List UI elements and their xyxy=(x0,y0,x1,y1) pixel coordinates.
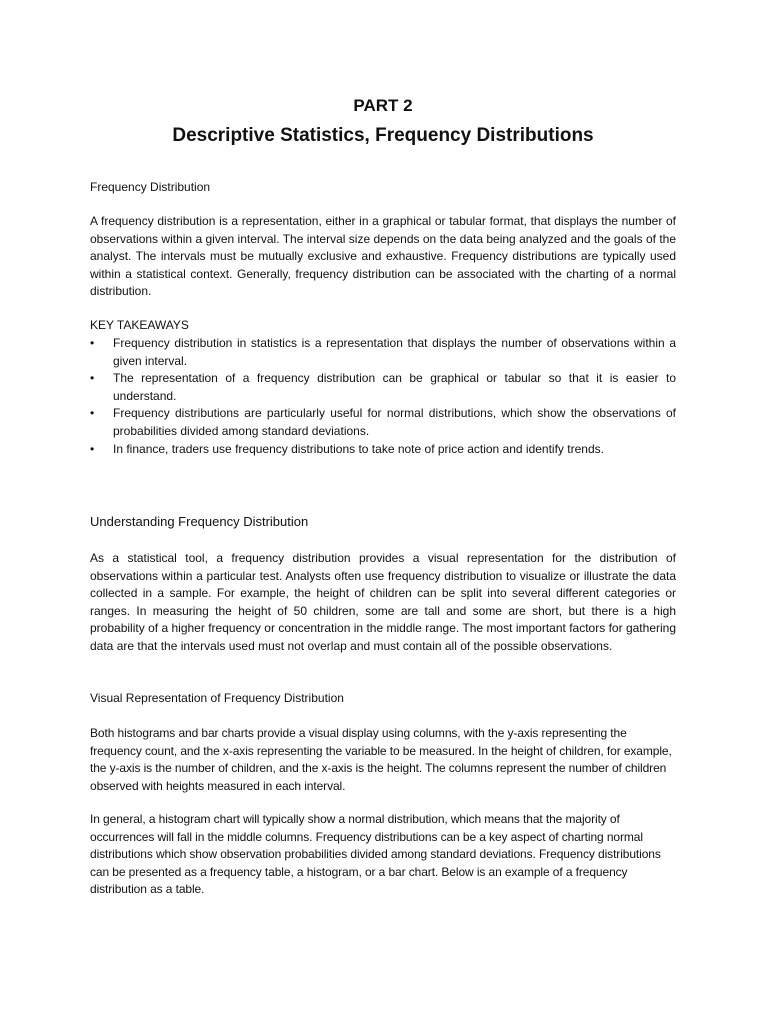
list-item xyxy=(90,370,676,405)
bullet-icon: • xyxy=(90,371,95,386)
part-label: PART 2 xyxy=(353,96,413,115)
bullet-icon: • xyxy=(90,406,95,421)
visual-representation-heading: Visual Representation of Frequency Distribution xyxy=(90,691,344,705)
visual-representation-paragraph-1: Both histograms and bar charts provide a visual display using columns, with the y-axis representing the frequency count, and the x-axis representing the variable to be measured. In the height of children, for example, the y-axis is the number of children, and the x-axis is the height. The columns represent the number of children observed with heights measured in each interval. xyxy=(90,726,672,793)
visual-representation-paragraph-2: In general, a histogram chart will typically show a normal distribution, which means that the majority of occurrences will fall in the middle columns. Frequency distributions can be a key aspect of charting normal distributions which show observation probabilities divided among standard deviations. Frequency distributions can be presented as a frequency table, a histogram, or a bar chart. Below is an example of a frequency distribution as a table. xyxy=(90,812,661,897)
list-item xyxy=(90,441,676,459)
key-takeaways-heading: KEY TAKEAWAYS xyxy=(90,318,189,332)
section-heading: Frequency Distribution xyxy=(90,180,211,194)
list-item-text: Frequency distribution in statistics is a representation that displays the number of observations within a given interval. xyxy=(113,336,676,368)
list-item xyxy=(90,405,676,440)
intro-paragraph: A frequency distribution is a representation, either in a graphical or tabular format, that displays the number of observations within a given interval. The interval size depends on the data being analyzed and the goals of the analyst. The intervals must be mutually exclusive and exhaustive. Frequency distributions are typically used within a statistical context. Generally, frequency distribution can be associated with the charting of a normal distribution. xyxy=(90,214,676,299)
bullet-icon: • xyxy=(90,336,95,350)
list-item-text: In finance, traders use frequency distributions to take note of price action and identify trends. xyxy=(113,441,604,456)
understanding-heading: Understanding Frequency Distribution xyxy=(90,514,309,529)
bullet-icon: • xyxy=(90,441,95,456)
key-takeaways-list xyxy=(90,335,676,458)
list-item xyxy=(90,335,676,370)
understanding-paragraph: As a statistical tool, a frequency distribution provides a visual representation for the distribution of observations within a particular test. Analysts often use frequency distribution to visualize or illustrate the data collected in a sample. For example, the height of children can be split into several different categories or ranges. In measuring the height of 50 children, some are tall and some are short, but there is a high probability of a higher frequency or concentration in the middle range. The most important factors for gathering data are that the intervals used must not overlap and must contain all of the possible observations. xyxy=(90,551,676,653)
page-title: Descriptive Statistics, Frequency Distributions xyxy=(172,125,594,146)
list-item-text: Frequency distributions are particularly useful for normal distributions, which show the observations of probabilities divided among standard deviations. xyxy=(113,406,676,438)
list-item-text: The representation of a frequency distribution can be graphical or tabular so that it is easier to understand. xyxy=(113,371,676,403)
